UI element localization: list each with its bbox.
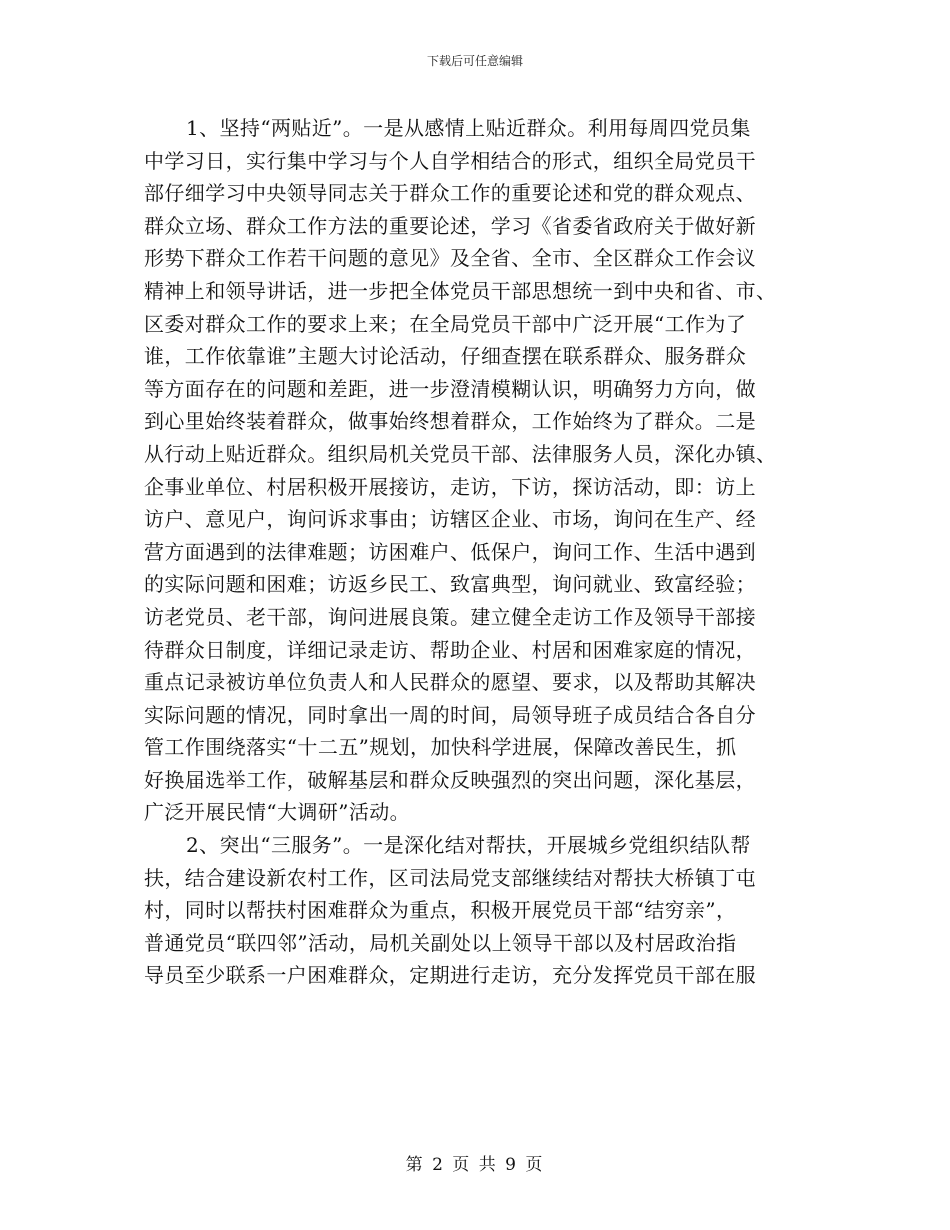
paragraph-1-line: 等方面存在的问题和差距，进一步澄清模糊认识，明确努力方向，做 (144, 376, 756, 401)
paragraph-1-line: 到心里始终装着群众，做事始终想着群众，工作始终为了群众。二是 (144, 409, 756, 434)
paragraph-1-line: 的实际问题和困难；访返乡民工、致富典型，询问就业、致富经验； (144, 572, 756, 597)
paragraph-1-line: 重点记录被访单位负责人和人民群众的愿望、要求，以及帮助其解决 (144, 670, 756, 695)
paragraph-1-line: 部仔细学习中央领导同志关于群众工作的重要论述和党的群众观点、 (144, 181, 756, 206)
paragraph-1-line: 区委对群众工作的要求上来；在全局党员干部中广泛开展“工作为了 (144, 311, 747, 336)
paragraph-1-line: 待群众日制度，详细记录走访、帮助企业、村居和困难家庭的情况， (144, 637, 756, 662)
paragraph-1-line: 中学习日，实行集中学习与个人自学相结合的形式，组织全局党员干 (144, 148, 756, 173)
paragraph-1-line: 实际问题的情况，同时拿出一周的时间，局领导班子成员结合各自分 (144, 702, 756, 727)
paragraph-2-line: 村，同时以帮扶村困难群众为重点，积极开展党员干部“结穷亲”， (144, 898, 737, 923)
paragraph-1-line: 形势下群众工作若干问题的意见》及全省、全市、全区群众工作会议 (144, 246, 756, 271)
paragraph-2-line: 2、突出“三服务”。一是深化结对帮扶，开展城乡党组织结队帮 (186, 833, 751, 858)
paragraph-1-line: 企事业单位、村居积极开展接访，走访，下访，探访活动，即：访上 (144, 474, 756, 499)
paragraph-1-line: 访户、意见户，询问诉求事由；访辖区企业、市场，询问在生产、经 (144, 507, 756, 532)
paragraph-1-line: 营方面遇到的法律难题；访困难户、低保户，询问工作、生活中遇到 (144, 539, 756, 564)
page-header: 下载后可任意编辑 (426, 54, 523, 68)
paragraph-1-line: 管工作围绕落实“十二五”规划，加快科学进展，保障改善民生，抓 (144, 735, 737, 760)
paragraph-2-line: 普通党员“联四邻”活动，局机关副处以上领导干部以及村居政治指 (144, 930, 737, 955)
paragraph-1-line: 群众立场、群众工作方法的重要论述，学习《省委省政府关于做好新 (144, 213, 756, 238)
paragraph-1-line: 1、坚持“两贴近”。一是从感情上贴近群众。利用每周四党员集 (186, 116, 751, 140)
paragraph-1-line: 谁，工作依靠谁”主题大讨论活动，仔细查摆在联系群众、服务群众 (144, 344, 747, 369)
document-body (144, 112, 804, 992)
paragraph-2-line: 导员至少联系一户困难群众，定期进行走访，充分发挥党员干部在服 (144, 963, 756, 988)
paragraph-1-line: 访老党员、老干部，询问进展良策。建立健全走访工作及领导干部接 (144, 604, 756, 629)
paragraph-1-line: 从行动上贴近群众。组织局机关党员干部、法律服务人员，深化办镇、 (144, 441, 777, 466)
paragraph-1-line: 好换届选举工作，破解基层和群众反映强烈的突出问题，深化基层， (144, 767, 756, 792)
paragraph-1-line: 精神上和领导讲话，进一步把全体党员干部思想统一到中央和省、市、 (144, 278, 777, 303)
paragraph-2-line: 扶，结合建设新农村工作，区司法局党支部继续结对帮扶大桥镇丁屯 (144, 865, 756, 890)
page-footer: 第 2 页 共 9 页 (405, 1155, 545, 1175)
paragraph-1-line: 广泛开展民情“大调研”活动。 (144, 800, 411, 825)
